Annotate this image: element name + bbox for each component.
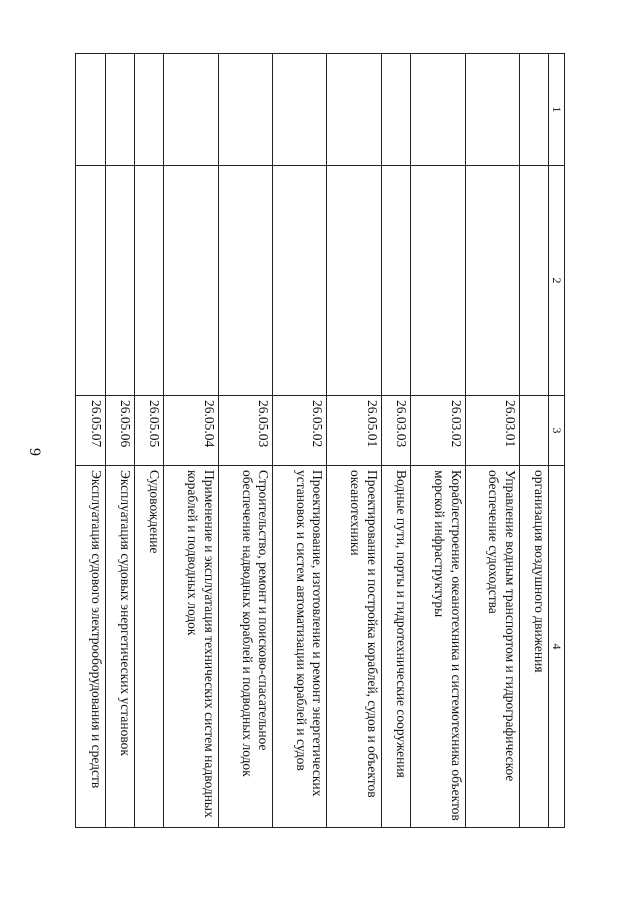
name-cell: Применение и эксплуатация технических систем надводных кораблей и подводных лодок xyxy=(164,466,218,828)
empty-cell xyxy=(411,166,465,396)
empty-cell xyxy=(135,54,164,166)
table-row xyxy=(411,54,465,828)
code-cell: 26.05.06 xyxy=(105,396,134,466)
specialties-table xyxy=(75,53,565,828)
table-row xyxy=(381,54,410,828)
empty-cell xyxy=(273,54,327,166)
table-row xyxy=(327,54,381,828)
code-cell xyxy=(519,396,548,466)
table-row xyxy=(519,54,548,828)
name-cell: Проектирование и постройка кораблей, судов и объектов океанотехники xyxy=(327,466,381,828)
empty-cell xyxy=(381,54,410,166)
name-cell: Проектирование, изготовление и ремонт энергетических установок и систем автоматизации кораблей и судов xyxy=(273,466,327,828)
code-cell: 26.05.03 xyxy=(218,396,272,466)
name-cell: Судовождение xyxy=(135,466,164,828)
empty-cell xyxy=(519,54,548,166)
code-cell: 26.05.07 xyxy=(76,396,106,466)
column-header-3: 3 xyxy=(549,396,565,466)
empty-cell xyxy=(135,166,164,396)
table-row xyxy=(218,54,272,828)
empty-cell xyxy=(76,54,106,166)
code-cell: 26.05.01 xyxy=(327,396,381,466)
empty-cell xyxy=(76,166,106,396)
empty-cell xyxy=(105,54,134,166)
empty-cell xyxy=(164,166,218,396)
empty-cell xyxy=(273,166,327,396)
empty-cell xyxy=(105,166,134,396)
name-cell: Водные пути, порты и гидротехнические сооружения xyxy=(381,466,410,828)
table-row xyxy=(135,54,164,828)
name-cell: Управление водным транспортом и гидрографическое обеспечение судоходства xyxy=(465,466,519,828)
empty-cell xyxy=(327,166,381,396)
code-cell: 26.03.01 xyxy=(465,396,519,466)
table-row xyxy=(76,54,106,828)
rotated-table-container xyxy=(75,53,565,828)
name-cell: Кораблестроение, океанотехника и системотехника объектов морской инфраструктуры xyxy=(411,466,465,828)
name-cell: Эксплуатация судовых энергетических установок xyxy=(105,466,134,828)
name-cell: Эксплуатация судового электрооборудования и средств xyxy=(76,466,106,828)
table-row xyxy=(105,54,134,828)
table-row xyxy=(164,54,218,828)
column-header-2: 2 xyxy=(549,166,565,396)
table-header-row xyxy=(549,54,565,828)
table-rotation-frame xyxy=(75,53,565,828)
code-cell: 26.05.05 xyxy=(135,396,164,466)
name-cell: Строительство, ремонт и поисково-спасательное обеспечение надводных кораблей и подводных лодок xyxy=(218,466,272,828)
table-row xyxy=(273,54,327,828)
code-cell: 26.05.02 xyxy=(273,396,327,466)
table-row xyxy=(465,54,519,828)
code-cell: 26.03.02 xyxy=(411,396,465,466)
column-header-1: 1 xyxy=(549,54,565,166)
empty-cell xyxy=(465,166,519,396)
empty-cell xyxy=(411,54,465,166)
column-header-4: 4 xyxy=(549,466,565,828)
empty-cell xyxy=(218,166,272,396)
empty-cell xyxy=(465,54,519,166)
empty-cell xyxy=(218,54,272,166)
empty-cell xyxy=(381,166,410,396)
empty-cell xyxy=(519,166,548,396)
name-cell: организация воздушного движения xyxy=(519,466,548,828)
code-cell: 26.03.03 xyxy=(381,396,410,466)
empty-cell xyxy=(327,54,381,166)
code-cell: 26.05.04 xyxy=(164,396,218,466)
empty-cell xyxy=(164,54,218,166)
page-number: 9 xyxy=(26,448,43,456)
